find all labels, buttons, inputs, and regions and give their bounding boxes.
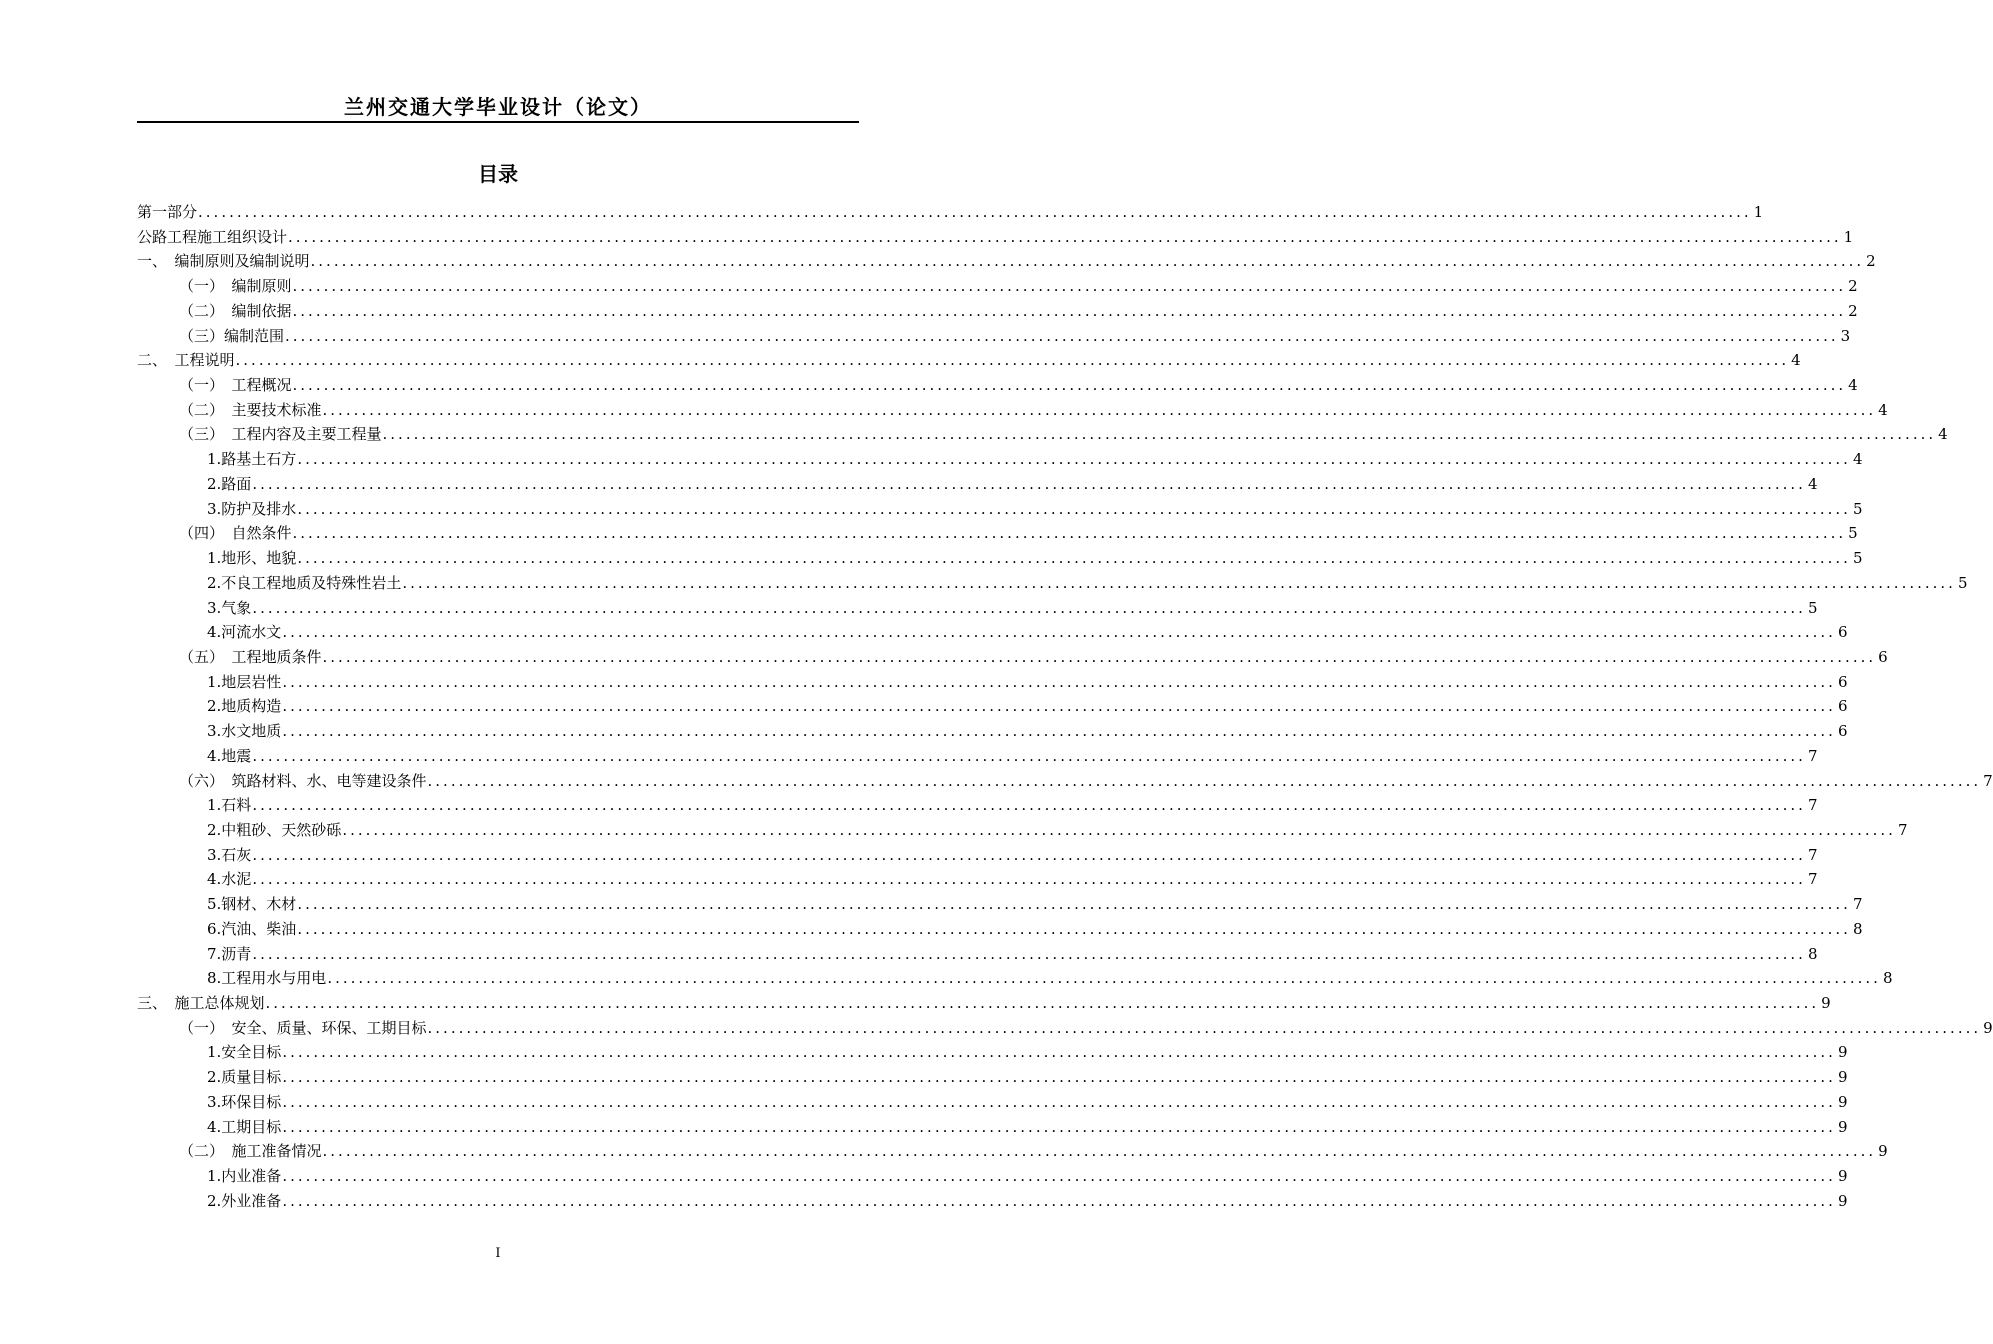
toc-entry[interactable] bbox=[137, 1115, 1848, 1140]
toc-entry-page: 6 bbox=[1878, 647, 1888, 666]
toc-entry[interactable] bbox=[137, 1090, 1848, 1115]
toc-entry[interactable] bbox=[137, 991, 1831, 1016]
toc-dot-leader: ........................................................................................................................................................................................................ bbox=[297, 450, 1851, 469]
toc-entry[interactable] bbox=[137, 1139, 1888, 1164]
page-number: I bbox=[495, 1246, 501, 1261]
toc-entry[interactable] bbox=[137, 571, 1968, 596]
toc-entry[interactable] bbox=[137, 670, 1848, 695]
toc-entry[interactable] bbox=[137, 843, 1818, 868]
toc-entry-page: 7 bbox=[1807, 845, 1818, 864]
toc-entry-page: 5 bbox=[1848, 524, 1858, 543]
running-header: 兰州交通大学毕业设计（论文） bbox=[344, 95, 652, 119]
toc-entry-page: 8 bbox=[1882, 969, 1893, 988]
toc-dot-leader: ........................................................................................................................................................................................................ bbox=[292, 376, 1847, 395]
toc-entry[interactable] bbox=[137, 719, 1848, 744]
toc-entry-label: 5.钢材、木材 bbox=[207, 895, 297, 914]
toc-entry-page: 6 bbox=[1837, 672, 1848, 691]
toc-entry-label: 4.地震 bbox=[207, 746, 252, 765]
toc-entry-label: （二） 施工准备情况 bbox=[179, 1142, 322, 1161]
toc-entry-label: （一） 安全、质量、环保、工期目标 bbox=[179, 1018, 427, 1037]
toc-entry[interactable] bbox=[137, 324, 1851, 349]
header-rule bbox=[137, 121, 859, 123]
toc-dot-leader: ........................................................................................................................................................................................................ bbox=[282, 1043, 1836, 1062]
toc-entry[interactable] bbox=[137, 1065, 1848, 1090]
toc-entry-label: 3.石灰 bbox=[207, 845, 252, 864]
toc-entry[interactable] bbox=[137, 942, 1818, 967]
toc-dot-leader: ........................................................................................................................................................................................................ bbox=[252, 870, 1806, 889]
toc-entry-label: （五） 工程地质条件 bbox=[179, 647, 322, 666]
toc-entry[interactable] bbox=[137, 249, 1876, 274]
toc-entry-page: 2 bbox=[1848, 277, 1858, 296]
toc-entry[interactable] bbox=[137, 917, 1863, 942]
toc-entry[interactable] bbox=[137, 793, 1818, 818]
toc-entry-page: 4 bbox=[1878, 400, 1888, 419]
toc-entry[interactable] bbox=[137, 892, 1863, 917]
toc-entry-label: 第一部分 bbox=[137, 203, 198, 221]
toc-entry-page: 7 bbox=[1852, 895, 1863, 914]
toc-dot-leader: ........................................................................................................................................................................................................ bbox=[252, 474, 1806, 493]
toc-entry-page: 9 bbox=[1837, 1092, 1848, 1111]
toc-entry-page: 6 bbox=[1837, 722, 1848, 741]
toc-entry[interactable] bbox=[137, 1040, 1848, 1065]
toc-entry-page: 8 bbox=[1852, 919, 1863, 938]
toc-entry-label: （二） 编制依据 bbox=[179, 301, 292, 320]
toc-entry[interactable] bbox=[137, 472, 1818, 497]
toc-entry-label: 4.河流水文 bbox=[207, 623, 282, 642]
toc-entry[interactable] bbox=[137, 694, 1848, 719]
toc-entry-page: 2 bbox=[1848, 301, 1858, 320]
toc-dot-leader: ........................................................................................................................................................................................................ bbox=[282, 623, 1836, 642]
toc-entry-page: 4 bbox=[1807, 474, 1818, 493]
toc-dot-leader: ........................................................................................................................................................................................................ bbox=[402, 573, 1956, 592]
toc-entry[interactable] bbox=[137, 1164, 1848, 1189]
toc-entry-label: 3.防护及排水 bbox=[207, 499, 297, 518]
toc-entry-label: （一） 工程概况 bbox=[179, 376, 292, 395]
toc-dot-leader: ........................................................................................................................................................................................................ bbox=[265, 994, 1820, 1012]
toc-entry[interactable] bbox=[137, 299, 1858, 324]
toc-dot-leader: ........................................................................................................................................................................................................ bbox=[235, 351, 1790, 370]
toc-entry-page: 5 bbox=[1852, 549, 1863, 568]
toc-entry-label: 三、 施工总体规划 bbox=[137, 994, 265, 1012]
toc-entry[interactable] bbox=[137, 497, 1863, 522]
toc-entry[interactable] bbox=[137, 398, 1888, 423]
toc-entry[interactable] bbox=[137, 225, 1854, 250]
toc-entry-label: 8.工程用水与用电 bbox=[207, 969, 327, 988]
toc-entry-label: 一、 编制原则及编制说明 bbox=[137, 252, 310, 271]
toc-entry-label: 2.质量目标 bbox=[207, 1068, 282, 1087]
toc-dot-leader: ........................................................................................................................................................................................................ bbox=[427, 771, 1982, 790]
toc-entry-label: 2.不良工程地质及特殊性岩土 bbox=[207, 573, 402, 592]
toc-entry[interactable] bbox=[137, 422, 1948, 447]
toc-entry-label: （四） 自然条件 bbox=[179, 524, 292, 543]
toc-entry-page: 6 bbox=[1837, 623, 1848, 642]
toc-entry-label: 2.外业准备 bbox=[207, 1191, 282, 1210]
toc-dot-leader: ........................................................................................................................................................................................................ bbox=[427, 1018, 1982, 1037]
toc-entry[interactable] bbox=[137, 1189, 1848, 1214]
toc-entry[interactable] bbox=[137, 521, 1858, 546]
toc-entry-page: 2 bbox=[1866, 252, 1876, 271]
toc-entry-page: 4 bbox=[1791, 351, 1801, 370]
toc-entry-label: 1.地形、地貌 bbox=[207, 549, 297, 568]
toc-entry[interactable] bbox=[137, 373, 1858, 398]
toc-entry-label: 1.地层岩性 bbox=[207, 672, 282, 691]
toc-dot-leader: ........................................................................................................................................................................................................ bbox=[282, 672, 1836, 691]
toc-entry-label: 6.汽油、柴油 bbox=[207, 919, 297, 938]
toc-entry-page: 9 bbox=[1837, 1043, 1848, 1062]
toc-dot-leader: ........................................................................................................................................................................................................ bbox=[285, 326, 1839, 345]
toc-dot-leader: ........................................................................................................................................................................................................ bbox=[282, 1167, 1836, 1186]
toc-entry-label: 4.工期目标 bbox=[207, 1117, 282, 1136]
toc-dot-leader: ........................................................................................................................................................................................................ bbox=[297, 919, 1851, 938]
toc-entry-page: 7 bbox=[1983, 771, 1993, 790]
toc-dot-leader: ........................................................................................................................................................................................................ bbox=[297, 895, 1851, 914]
toc-entry-label: 1.安全目标 bbox=[207, 1043, 282, 1062]
toc-dot-leader: ........................................................................................................................................................................................................ bbox=[310, 252, 1865, 271]
table-of-contents bbox=[137, 200, 1993, 1213]
toc-dot-leader: ........................................................................................................................................................................................................ bbox=[282, 722, 1836, 741]
toc-entry[interactable] bbox=[137, 596, 1818, 621]
toc-entry-page: 1 bbox=[1753, 203, 1764, 221]
toc-entry[interactable] bbox=[137, 1016, 1993, 1041]
toc-entry[interactable] bbox=[137, 818, 1908, 843]
toc-entry-label: 1.内业准备 bbox=[207, 1167, 282, 1186]
toc-entry-label: （三）编制范围 bbox=[179, 326, 285, 345]
toc-entry-page: 3 bbox=[1840, 326, 1851, 345]
toc-entry-page: 5 bbox=[1852, 499, 1863, 518]
toc-entry-label: （二） 主要技术标准 bbox=[179, 400, 322, 419]
toc-entry-label: 二、 工程说明 bbox=[137, 351, 235, 370]
toc-dot-leader: ........................................................................................................................................................................................................ bbox=[322, 1142, 1877, 1161]
toc-entry-label: 1.石料 bbox=[207, 796, 252, 815]
toc-entry-label: （六） 筑路材料、水、电等建设条件 bbox=[179, 771, 427, 790]
toc-dot-leader: ........................................................................................................................................................................................................ bbox=[322, 647, 1877, 666]
toc-entry[interactable] bbox=[137, 447, 1863, 472]
toc-entry[interactable] bbox=[137, 867, 1818, 892]
toc-entry-page: 5 bbox=[1807, 598, 1818, 617]
toc-entry[interactable] bbox=[137, 645, 1888, 670]
toc-entry[interactable] bbox=[137, 546, 1863, 571]
toc-entry-page: 1 bbox=[1843, 227, 1854, 246]
toc-dot-leader: ........................................................................................................................................................................................................ bbox=[342, 820, 1896, 839]
toc-entry-page: 9 bbox=[1821, 994, 1831, 1012]
toc-entry-label: 公路工程施工组织设计 bbox=[137, 227, 288, 246]
toc-entry-page: 9 bbox=[1837, 1117, 1848, 1136]
toc-entry-page: 9 bbox=[1837, 1167, 1848, 1186]
toc-entry-label: 3.水文地质 bbox=[207, 722, 282, 741]
toc-entry-label: 2.地质构造 bbox=[207, 697, 282, 716]
toc-dot-leader: ........................................................................................................................................................................................................ bbox=[292, 277, 1847, 296]
toc-dot-leader: ........................................................................................................................................................................................................ bbox=[252, 746, 1806, 765]
toc-dot-leader: ........................................................................................................................................................................................................ bbox=[282, 1068, 1836, 1087]
toc-entry[interactable] bbox=[137, 744, 1818, 769]
toc-dot-leader: ........................................................................................................................................................................................................ bbox=[198, 203, 1752, 221]
toc-entry[interactable] bbox=[137, 348, 1801, 373]
toc-entry-label: （三） 工程内容及主要工程量 bbox=[179, 425, 382, 444]
toc-dot-leader: ........................................................................................................................................................................................................ bbox=[297, 499, 1851, 518]
toc-entry-page: 4 bbox=[1938, 425, 1948, 444]
toc-entry-page: 5 bbox=[1957, 573, 1968, 592]
toc-entry-page: 7 bbox=[1807, 796, 1818, 815]
toc-entry-label: 2.中粗砂、天然砂砾 bbox=[207, 820, 342, 839]
toc-title: 目录 bbox=[478, 162, 518, 186]
toc-entry-page: 9 bbox=[1983, 1018, 1993, 1037]
toc-dot-leader: ........................................................................................................................................................................................................ bbox=[282, 1191, 1836, 1210]
toc-entry[interactable] bbox=[137, 966, 1893, 991]
toc-dot-leader: ........................................................................................................................................................................................................ bbox=[252, 598, 1806, 617]
toc-entry-label: （一） 编制原则 bbox=[179, 277, 292, 296]
toc-dot-leader: ........................................................................................................................................................................................................ bbox=[288, 227, 1842, 246]
toc-entry-label: 3.环保目标 bbox=[207, 1092, 282, 1111]
toc-entry[interactable] bbox=[137, 769, 1993, 794]
toc-dot-leader: ........................................................................................................................................................................................................ bbox=[282, 1117, 1836, 1136]
toc-dot-leader: ........................................................................................................................................................................................................ bbox=[282, 1092, 1836, 1111]
toc-entry-label: 4.水泥 bbox=[207, 870, 252, 889]
toc-entry-page: 4 bbox=[1848, 376, 1858, 395]
toc-dot-leader: ........................................................................................................................................................................................................ bbox=[322, 400, 1877, 419]
toc-dot-leader: ........................................................................................................................................................................................................ bbox=[297, 549, 1851, 568]
toc-dot-leader: ........................................................................................................................................................................................................ bbox=[382, 425, 1937, 444]
toc-entry-page: 9 bbox=[1837, 1191, 1848, 1210]
toc-entry-label: 1.路基土石方 bbox=[207, 450, 297, 469]
toc-entry-label: 2.路面 bbox=[207, 474, 252, 493]
toc-dot-leader: ........................................................................................................................................................................................................ bbox=[292, 301, 1847, 320]
toc-entry-page: 7 bbox=[1807, 746, 1818, 765]
toc-entry-page: 9 bbox=[1837, 1068, 1848, 1087]
toc-dot-leader: ........................................................................................................................................................................................................ bbox=[252, 845, 1806, 864]
toc-entry-label: 3.气象 bbox=[207, 598, 252, 617]
toc-entry[interactable] bbox=[137, 620, 1848, 645]
toc-dot-leader: ........................................................................................................................................................................................................ bbox=[252, 944, 1806, 963]
toc-entry-page: 7 bbox=[1807, 870, 1818, 889]
toc-entry[interactable] bbox=[137, 274, 1858, 299]
toc-entry-page: 9 bbox=[1878, 1142, 1888, 1161]
toc-dot-leader: ........................................................................................................................................................................................................ bbox=[282, 697, 1836, 716]
toc-entry-page: 8 bbox=[1807, 944, 1818, 963]
toc-dot-leader: ........................................................................................................................................................................................................ bbox=[252, 796, 1806, 815]
toc-entry-page: 4 bbox=[1852, 450, 1863, 469]
toc-entry-label: 7.沥青 bbox=[207, 944, 252, 963]
toc-dot-leader: ........................................................................................................................................................................................................ bbox=[292, 524, 1847, 543]
toc-entry-page: 6 bbox=[1837, 697, 1848, 716]
toc-entry[interactable] bbox=[137, 200, 1764, 225]
toc-entry-page: 7 bbox=[1897, 820, 1908, 839]
toc-dot-leader: ........................................................................................................................................................................................................ bbox=[327, 969, 1881, 988]
